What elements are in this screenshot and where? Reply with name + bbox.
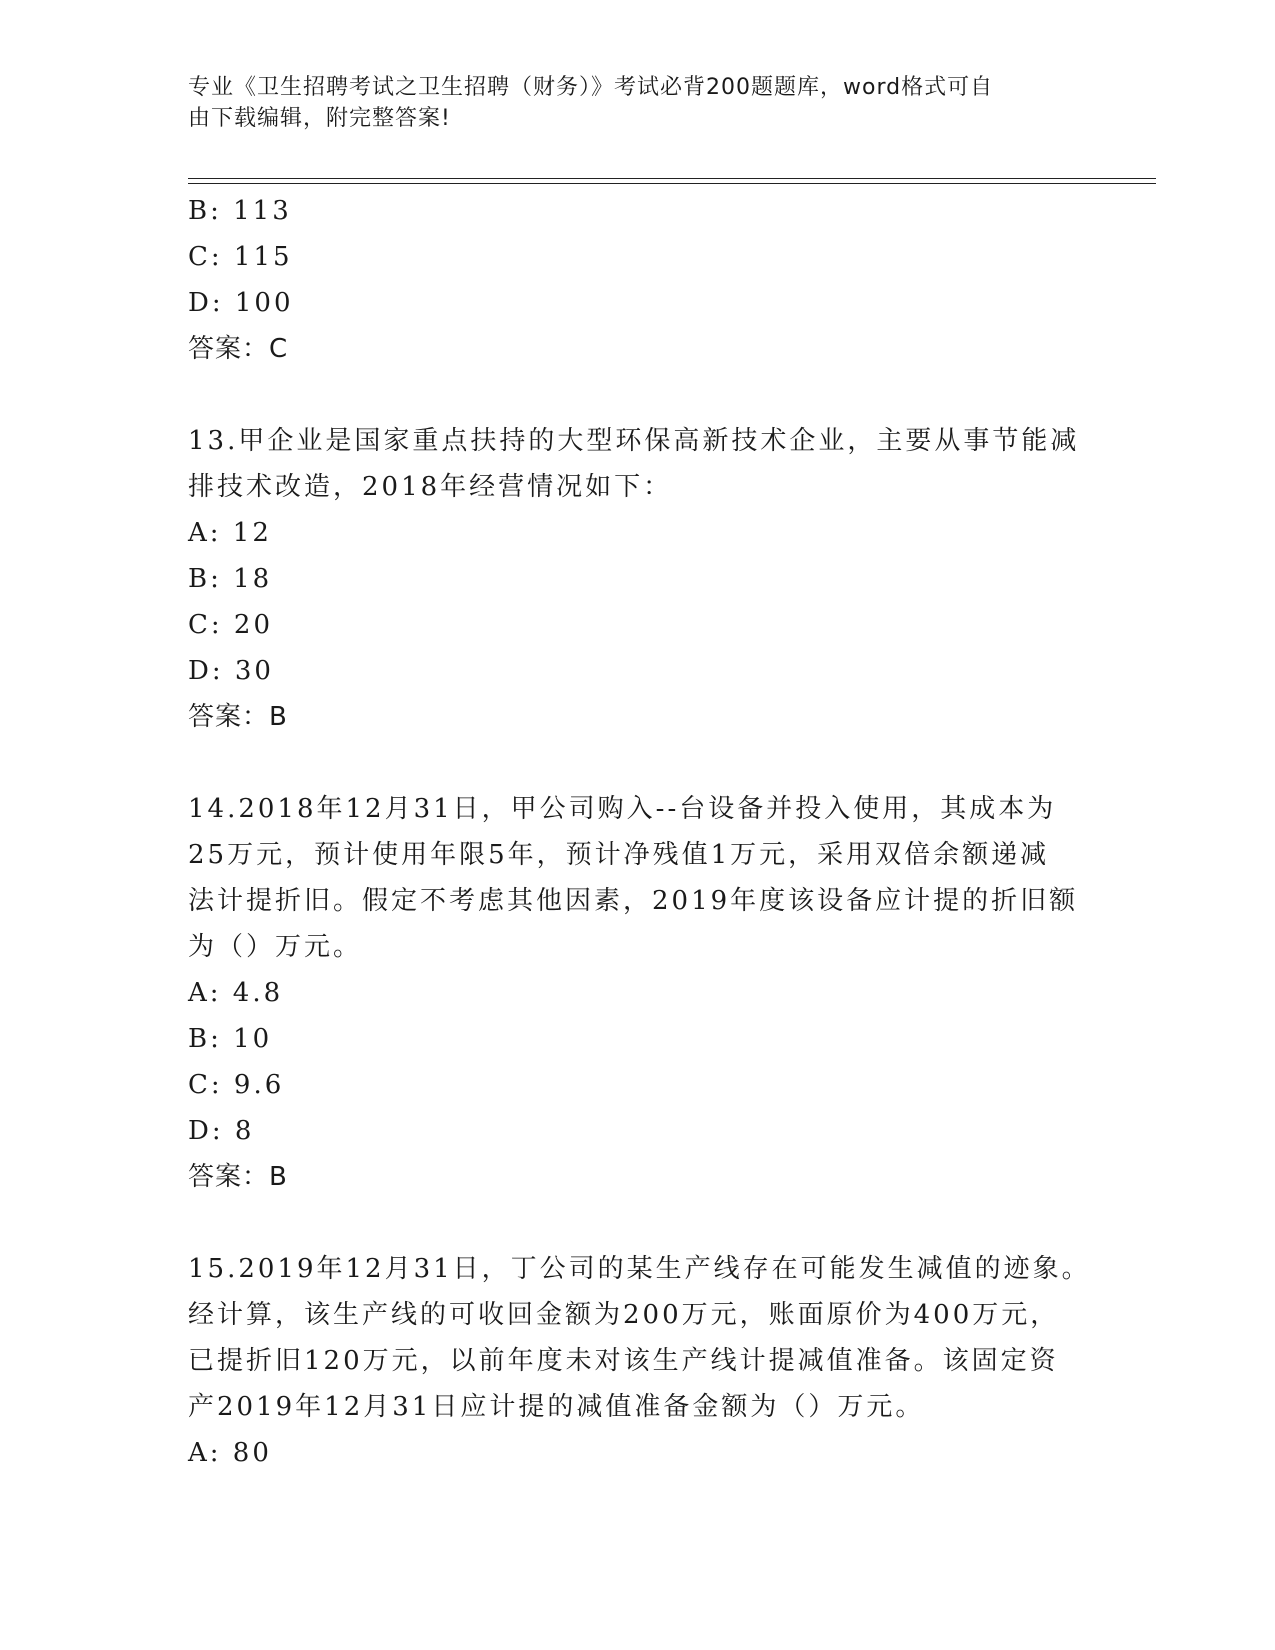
answer-label: 答案：B xyxy=(188,1162,288,1192)
option-b: B: 18 xyxy=(188,564,273,594)
document-header xyxy=(188,72,1068,134)
question-stem-line: 排技术改造，2018年经营情况如下： xyxy=(188,472,673,502)
option-c: C: 20 xyxy=(188,610,274,640)
question-15 xyxy=(188,1246,1091,1476)
question-12 xyxy=(188,188,1088,372)
question-stem-line: 15.2019年12月31日，丁公司的某生产线存在可能发生减值的迹象。 xyxy=(188,1254,1091,1284)
option-b: B: 113 xyxy=(188,196,292,226)
answer-label: 答案：C xyxy=(188,334,289,364)
option-b: B: 10 xyxy=(188,1024,273,1054)
question-stem-line: 为（）万元。 xyxy=(188,932,363,962)
header-divider-top xyxy=(188,178,1156,179)
option-a: A: 4.8 xyxy=(188,978,284,1008)
header-line-1: 专业《卫生招聘考试之卫生招聘（财务）》考试必背200题题库，word格式可自 xyxy=(188,75,994,100)
option-c: C: 115 xyxy=(188,242,293,272)
option-d: D: 100 xyxy=(188,288,294,318)
spacer xyxy=(188,740,1088,786)
question-stem-line: 14.2018年12月31日，甲公司购入--台设备并投入使用，其成本为 xyxy=(188,794,1057,824)
header-divider-bottom xyxy=(188,183,1156,184)
question-stem-line: 经计算，该生产线的可收回金额为200万元，账面原价为400万元， xyxy=(188,1300,1060,1330)
question-stem-line: 13.甲企业是国家重点扶持的大型环保高新技术企业，主要从事节能减 xyxy=(188,426,1080,456)
question-stem-line: 产2019年12月31日应计提的减值准备金额为（）万元。 xyxy=(188,1392,925,1422)
question-stem-line: 法计提折旧。假定不考虑其他因素，2019年度该设备应计提的折旧额 xyxy=(188,886,1079,916)
answer-label: 答案：B xyxy=(188,702,288,732)
option-d: D: 30 xyxy=(188,656,274,686)
spacer xyxy=(188,1200,1088,1246)
question-list xyxy=(188,188,1091,1476)
question-13 xyxy=(188,418,1088,740)
spacer xyxy=(188,372,1088,418)
question-stem-line: 25万元，预计使用年限5年，预计净残值1万元，采用双倍余额递减 xyxy=(188,840,1050,870)
option-d: D: 8 xyxy=(188,1116,255,1146)
option-a: A: 80 xyxy=(188,1438,272,1468)
question-14 xyxy=(188,786,1088,1200)
option-a: A: 12 xyxy=(188,518,272,548)
question-stem-line: 已提折旧120万元，以前年度未对该生产线计提减值准备。该固定资 xyxy=(188,1346,1059,1376)
header-line-2: 由下载编辑，附完整答案! xyxy=(188,106,451,131)
option-c: C: 9.6 xyxy=(188,1070,285,1100)
